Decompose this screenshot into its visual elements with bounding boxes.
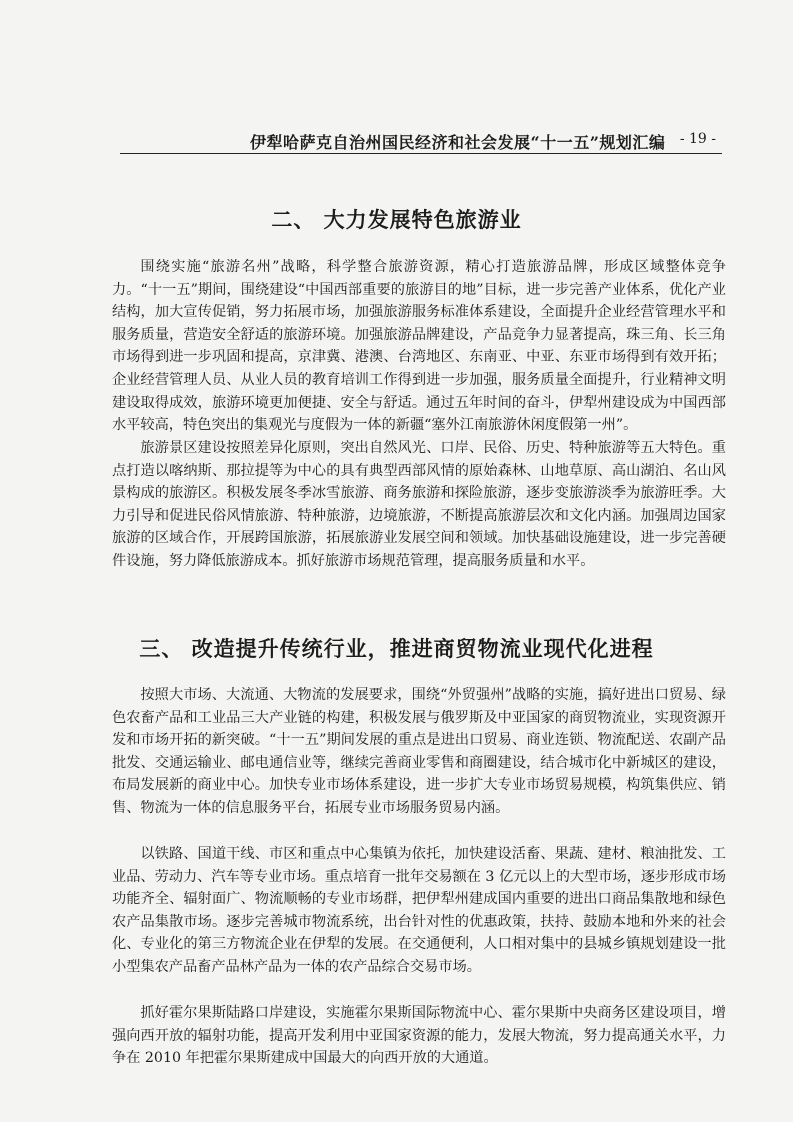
paragraph: 围绕实施“旅游名州”战略，科学整合旅游资源，精心打造旅游品牌，形成区域整体竞争力。“十一五”期间，围绕建设“中国西部重要的旅游目的地”目标，进一步完善产业体系，优化产业结构，加大宣传促销，努力拓展市场，加强旅游服务标准体系建设，全面提升企业经营管理水平和服务质量，营造安全舒适的旅游环境。加强旅游品牌建设，产品竞争力显著提高，珠三角、长三角市场得到进一步巩固和提高，京津冀、港澳、台湾地区、东南亚、中亚、东亚市场得到有效开拓；企业经营管理人员、从业人员的教育培训工作得到进一步加强，服务质量全面提升，行业精神文明建设取得成效，旅游环境更加便捷、安全与舒适。通过五年时间的奋斗，伊犁州建设成为中国西部水平较高，特色突出的集观光与度假为一体的新疆“塞外江南旅游休闲度假第一州”。 bbox=[112, 259, 726, 434]
running-header bbox=[120, 126, 720, 152]
header-rule bbox=[120, 153, 722, 154]
page-number: - 19 - bbox=[679, 131, 716, 147]
paragraph: 旅游景区建设按照差异化原则，突出自然风光、口岸、民俗、历史、特种旅游等五大特色。重点打造以喀纳斯、那拉提等为中心的具有典型西部风情的原始森林、山地草原、高山湖泊、名山风景构成的旅游区。积极发展冬季冰雪旅游、商务旅游和探险旅游，逐步变旅游淡季为旅游旺季。大力引导和促进民俗风情旅游、特种旅游，边境旅游，不断提高旅游层次和文化内涵。加强周边国家旅游的区域合作，开展跨国旅游，拓展旅游业发展空间和领域。加快基础设施建设，进一步完善硬件设施，努力降低旅游成本。抓好旅游市场规范管理，提高服务质量和水平。 bbox=[112, 440, 726, 569]
section-heading-commerce: 三、 改造提升传统行业，推进商贸物流业现代化进程 bbox=[139, 636, 654, 661]
paragraph: 抓好霍尔果斯陆路口岸建设，实施霍尔果斯国际物流中心、霍尔果斯中央商务区建设项目，增强向西开放的辐射功能，提高开发利用中亚国家资源的能力，发展大物流，努力提高通关水平，力争在 2010 年把霍尔果斯建成中国最大的向西开放的大通道。 bbox=[112, 1005, 726, 1067]
paragraph: 按照大市场、大流通、大物流的发展要求，围绕“外贸强州”战略的实施，搞好进出口贸易、绿色农畜产品和工业品三大产业链的构建，积极发展与俄罗斯及中亚国家的商贸物流业，实现资源开发和市场开拓的新突破。“十一五”期间发展的重点是进出口贸易、商业连锁、物流配送、农副产品批发、交通运输业、邮电通信业等，继续完善商业零售和商圈建设，结合城市化中新城区的建设，布局发展新的商业中心。加快专业市场体系建设，进一步扩大专业市场贸易规模，构筑集供应、销售、物流为一体的信息服务平台，拓展专业市场服务贸易内涵。 bbox=[112, 687, 726, 816]
section-heading-tourism: 二、 大力发展特色旅游业 bbox=[271, 207, 522, 232]
running-header-title: 伊犁哈萨克自治州国民经济和社会发展“十一五”规划汇编 bbox=[250, 133, 666, 152]
paragraph: 以铁路、国道干线、市区和重点中心集镇为依托，加快建设活畜、果蔬、建材、粮油批发、工业品、劳动力、汽车等专业市场。重点培育一批年交易额在 3 亿元以上的大型市场，逐步形成市场功能齐全、辐射面广、物流顺畅的专业市场群，把伊犁州建成国内重要的进出口商品集散地和绿色农产品集散市场。逐步完善城市物流系统，出台针对性的优惠政策，扶持、鼓励本地和外来的社会化、专业化的第三方物流企业在伊犁的发展。在交通便利，人口相对集中的县城乡镇规划建设一批小型集农产品畜产品林产品为一体的农产品综合交易市场。 bbox=[112, 846, 726, 975]
